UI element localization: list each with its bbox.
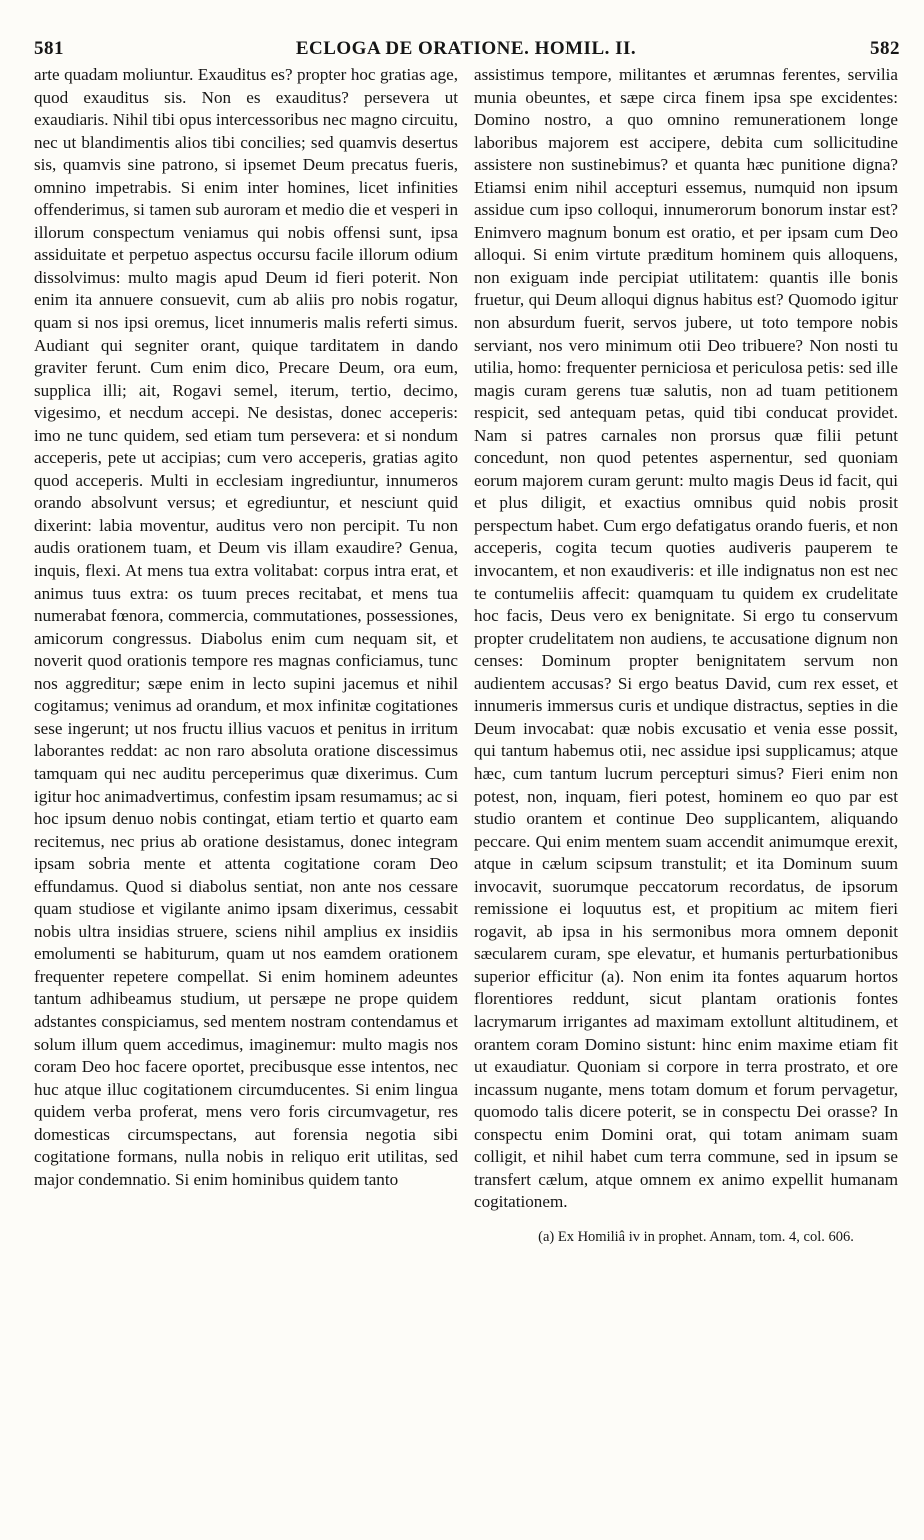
right-column-text: assistimus tempore, militantes et ærumnas ferentes, servilia munia obeuntes, et sæpe circa finem ipsa spe excidentes: Domino nostro, a quo omnino remunerationem longe laboribus majorem est accipere, debita cum sollicitudine assistere non sustinebimus? et quanta hæc punitione digna? Etiamsi enim nihil accepturi essemus, numquid non ipsum assidue cum ipso colloqui, innumerorum bonorum instar est? Enimvero magnum bonum est oratio, et per ipsam cum Deo alloqui. Si enim virtute præditum hominem quis alloquens, non exiguam inde percipiat utilitatem: quantis ille bonis fruetur, qui Deum alloqui dignus habitus est? Quomodo igitur non absurdum fuerit, servos jubere, ut toto tempore nobis serviant, nos vero minimum otii Deo tribuere? Non nosti tu utilia, homo: frequenter perniciosa et periculosa petis: sed ille magis curam gerens tuæ salutis, non ad tuam petitionem respicit, sed antequam petas, quid tibi conducat providet. Nam si patres carnales non prorsus quæ filii petunt concedunt, non quod petentes aspernentur, sed quoniam eorum majorem curam gerunt: multo magis Deus id facit, qui et plus diligit, et exactius omnibus quid nobis prosit perspectum habet. Cum ergo defatigatus orando fueris, et non acceperis, cogita tecum quoties audiveris pauperem te invocantem, et non exaudiveris: et ille indignatus non est nec te contumeliis affecit: quamquam tu quidem ex crudelitate hoc facis, Deus vero ex benignitate. Si ergo tu conservum propter crudelitatem non audiens, te accusatione dignum non censes: Dominum propter benignitatem servum non audientem accusas? Si ergo beatus David, cum rex esset, et innumeris immersus curis et undique distractus, septies in die Deum invocabat: quæ nobis excusatio et venia esse possit, qui tantum habemus otii, nec assidue ipsi supplicamus; atque hæc, cum tantum lucrum percepturi simus? Fieri enim non potest, non, inquam, fieri potest, hominem eo quo par est studio orantem et continue Deo supplicantem, aliquando peccare. Qui enim mentem suam accendit animumque erexit, atque in cælum scipsum transtulit; et ita Dominum suum invocavit, suorumque peccatorum recordatus, de ipsorum remissione ei loquutus est, et propitium ac mitem fieri rogavit, ab ipsa in his sermonibus mora omnem deponit sæcularem curam, spe elevatur, et humanis perturbationibus superior efficitur (a). Non enim ita fontes aquarum hortos florentiores reddunt, sicut plantam orationis fontes lacrymarum irrigantes ad maximam extollunt altitudinem, et orantem coram Domino sistunt: hinc enim maxime etiam fit ut exaudiatur. Quoniam si corpore in terra prostrato, et ore incassum nugante, mens totam domum et forum pervagetur, quomodo talis dicere poterit, se in conspectu Dei orasse? In conspectu enim Domini orat, qui totam animam suam colligit, et nihil habet cum terra commune, sed in ipsum se transfert cælum, atque omnem ex animo expellit humanam cogitationem. — [474, 65, 898, 1212]
left-page-number: 581 — [34, 38, 64, 59]
running-header — [30, 20, 902, 59]
left-column — [34, 64, 458, 1191]
left-column-text: arte quadam moliuntur. Exauditus es? propter hoc gratias age, quod exauditus sis. Non es exauditus? persevera ut exaudiaris. Nihil tibi opus intercessoribus nec magno circuitu, nec ut blandimentis alios tibi concilies; sed quamvis desertus sis, quamvis sine patrono, si ipsemet Deum precatus fueris, omnino impetrabis. Si enim inter homines, licet infinities offenderimus, si tamen sub auroram et medio die et vesperi in illorum conspectum veniamus qui nobis offensi sunt, ipsa assiduitate et perpetuo aspectus occursu facile illorum odium dissolvimus: multo magis apud Deum id fieri poterit. Non enim ita annuere consuevit, cum ab aliis pro nobis rogatur, quam si nos ipsi oremus, licet innumeris malis referti simus. Audiant qui segniter orant, quique tarditatem in dando graviter ferunt. Cum enim dico, Precare Deum, ora eum, supplica illi; ait, Rogavi semel, iterum, tertio, decimo, vigesimo, et necdum accepi. Ne desistas, donec acceperis: imo ne tunc quidem, sed etiam tum persevera: et si nondum acceperis, pete ut accipias; cum vero acceperis, gratias agito quod acceperis. Multi in ecclesiam ingrediuntur, innumeros orando absolvunt versus; et egrediuntur, et nesciunt quid dixerint: labia moventur, auditus vero non percipit. Tu non audis orationem tuam, et Deum vis illam exaudire? Genua, inquis, flexi. At mens tua extra volitabat: corpus intra erat, et animus tuus extra: os tuum preces recitabat, et mens tua numerabat fœnora, commercia, commutationes, possessiones, amicorum congressus. Diabolus enim cum nequam sit, et noverit quod orationis tempore res magnas conficiamus, tunc nos aggreditur; sæpe enim in lecto supini jacemus et nihil cogitamus; venimus ad orandum, et mox infinitæ cogitationes sese ingerunt; ut nos fructu illius vacuos et penitus in irritum laborantes reddat: ac non raro absoluta oratione discessimus tamquam qui nec auditu perceperimus quæ dixerimus. Cum igitur hoc animadvertimus, confestim ipsam resumamus; ac si hoc ipsum denuo nobis contingat, etiam tertio et quarto eam recitemus, nec prius ab oratione desistamus, donec integram ipsam sobria mente et attenta cogitatione coram Deo effundamus. Quod si diabolus sentiat, non ante nos cessare quam studiose et vigilante animo ipsam dixerimus, cessabit nobis ultra insidias struere, sciens nihil amplius ex insidiis emolumenti se habiturum, quam ut nos eamdem orationem frequenter repetere compellat. Si enim hominem adeuntes tantum adhibeamus studium, ut persæpe ne prope quidem adstantes conspiciamus, sed mentem nostram contendamus et solum illum quem accedimus, imaginemur: multo magis nos coram Deo hoc facere oportet, precibusque esse intentos, nec huc atque illuc cogitationem circumducentes. Si enim lingua quidem verba proferat, mens vero foris circumvagetur, res domesticas circumspectans, aut forensia negotia sibi cogitatione formans, nulla nobis in reliquo erit utilitas, sed major condemnatio. Si enim hominibus quidem tanto — [34, 65, 458, 1189]
running-title: ECLOGA DE ORATIONE. HOMIL. II. — [295, 38, 637, 59]
two-column-body — [34, 64, 902, 1528]
footnote: (a) Ex Homiliâ iv in prophet. Annam, tom. 4, col. 606. — [538, 1228, 854, 1245]
right-column — [474, 64, 898, 1246]
right-page-number: 582 — [870, 38, 900, 59]
